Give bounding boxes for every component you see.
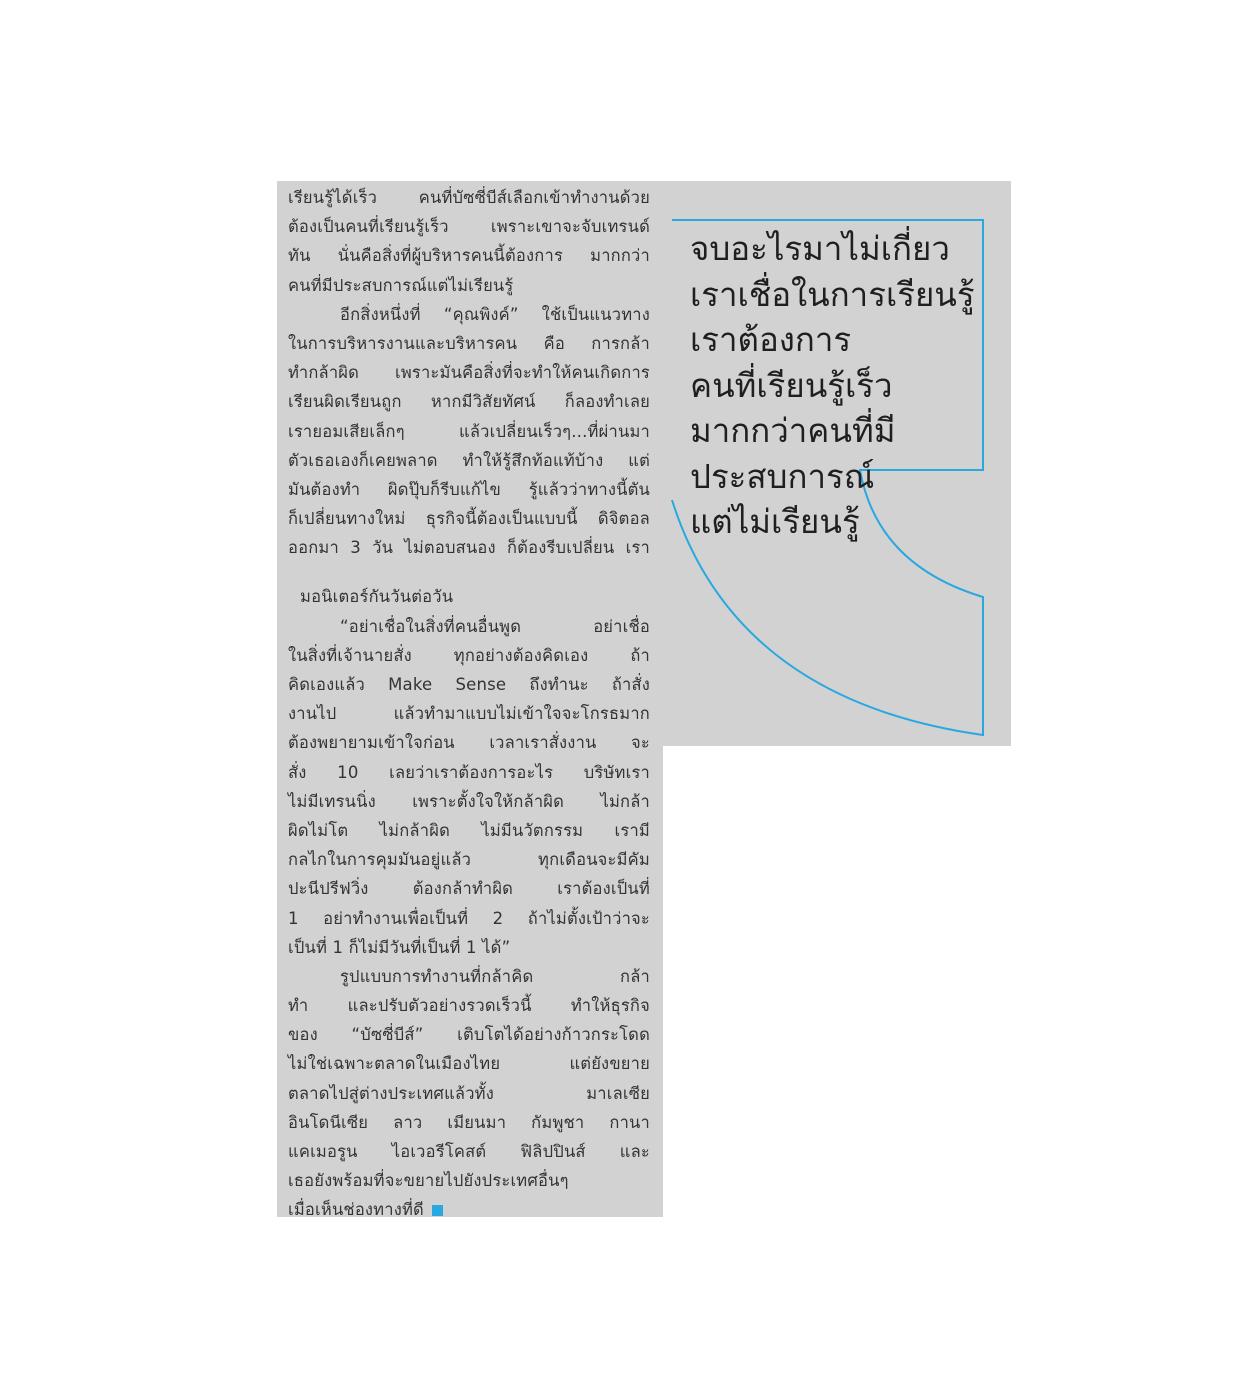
article-line: ปะนีปรีฟวิ่ง ต้องกล้าทำผิด เราต้องเป็นที่ (288, 879, 650, 899)
article-line: ในสิ่งที่เจ้านายสั่ง ทุกอย่างต้องคิดเอง ถ้า (288, 645, 650, 665)
article-line: เป็นที่ 1 ก็ไม่มีวันที่เป็นที่ 1 ได้” (288, 937, 511, 957)
article-line: ตัวเธอเองก็เคยพลาด ทำให้รู้สึกท้อแท้บ้าง แต่ (288, 450, 650, 470)
article-line: ทัน นั่นคือสิ่งที่ผู้บริหารคนนี้ต้องการ มากกว่า (288, 246, 650, 266)
article-line: ตลาดไปสู่ต่างประเทศแล้วทั้ง มาเลเซีย (288, 1083, 650, 1103)
pull-quote-line: แต่ไม่เรียนรู้ (690, 502, 860, 541)
article-line: คิดเองแล้ว Make Sense ถึงทำนะ ถ้าสั่ง (288, 675, 650, 694)
article-line: ก็เปลี่ยนทางใหม่ ธุรกิจนี้ต้องเป็นแบบนี้ ดิจิตอล (288, 509, 650, 529)
article-line: งานไป แล้วทำมาแบบไม่เข้าใจจะโกรธมาก (288, 704, 650, 724)
end-mark-icon (432, 1205, 443, 1216)
article-column (288, 183, 650, 1225)
article-line: รูปแบบการทำงานที่กล้าคิด กล้า (340, 966, 650, 986)
article-line: มันต้องทำ ผิดปุ๊บก็รีบแก้ไข รู้แล้วว่าทางนี้ตัน (288, 479, 650, 499)
article-line: ไม่มีเทรนนิ่ง เพราะตั้งใจให้กล้าผิด ไม่กล้า (288, 791, 650, 811)
article-line: ต้องเป็นคนที่เรียนรู้เร็ว เพราะเขาจะจับเทรนด์ (288, 217, 650, 237)
pull-quote-line: เราต้องการ (690, 320, 852, 359)
article-line: ออกมา 3 วัน ไม่ตอบสนอง ก็ต้องรีบเปลี่ยน เรา (288, 538, 650, 558)
pull-quote-line: คนที่เรียนรู้เร็ว (690, 365, 893, 405)
article-line: เรายอมเสียเล็กๆ แล้วเปลี่ยนเร็วๆ...ที่ผ่านมา (288, 421, 650, 441)
article-line: สั่ง 10 เลยว่าเราต้องการอะไร บริษัทเรา (288, 762, 650, 782)
article-line: อินโดนีเซีย ลาว เมียนมา กัมพูชา กานา (288, 1112, 650, 1132)
article-line: 1 อย่าทำงานเพื่อเป็นที่ 2 ถ้าไม่ตั้งเป้าว่าจะ (288, 908, 650, 928)
article-line: “อย่าเชื่อในสิ่งที่คนอื่นพูด อย่าเชื่อ (340, 616, 650, 636)
article-last-line (288, 1195, 650, 1224)
pull-quote-line: เราเชื่อในการเรียนรู้ (690, 274, 975, 314)
article-line: ทำกล้าผิด เพราะมันคือสิ่งที่จะทำให้คนเกิดการ (288, 363, 650, 383)
pull-quote-line: จบอะไรมาไม่เกี่ยว (690, 229, 950, 268)
article-line: แคเมอรูน ไอเวอรีโคสต์ ฟิลิปปินส์ และ (288, 1142, 650, 1161)
article-line: ของ “บัซซี่บีส์” เติบโตได้อย่างก้าวกระโดด (288, 1025, 650, 1045)
article-line: มอนิเตอร์กันวันต่อวัน (300, 587, 454, 607)
article-line: ทำ และปรับตัวอย่างรวดเร็วนี้ ทำให้ธุรกิจ (288, 996, 650, 1016)
article-line: เธอยังพร้อมที่จะขยายไปยังประเทศอื่นๆ (288, 1171, 569, 1191)
article-line: เรียนผิดเรียนถูก หากมีวิสัยทัศน์ ก็ลองทำเลย (288, 392, 650, 412)
article-line: กลไกในการคุมมันอยู่แล้ว ทุกเดือนจะมีคัม (288, 850, 650, 870)
article-line: เมื่อเห็นช่องทางที่ดี (288, 1200, 424, 1220)
pull-quote (690, 226, 975, 545)
article-line: ต้องพยายามเข้าใจก่อน เวลาเราสั่งงาน จะ (288, 733, 650, 753)
article-line: คนที่มีประสบการณ์แต่ไม่เรียนรู้ (288, 275, 514, 295)
pull-quote-line: ประสบการณ์ (690, 456, 875, 496)
article-line: อีกสิ่งหนึ่งที่ “คุณพิงค์” ใช้เป็นแนวทาง (340, 304, 650, 324)
article-line: ผิดไม่โต ไม่กล้าผิด ไม่มีนวัตกรรม เรามี (288, 820, 650, 840)
article-line: ในการบริหารงานและบริหารคน คือ การกล้า (288, 333, 650, 353)
pull-quote-line: มากกว่าคนที่มี (690, 411, 896, 450)
article-line: ไม่ใช่เฉพาะตลาดในเมืองไทย แต่ยังขยาย (288, 1054, 650, 1074)
article-line: เรียนรู้ได้เร็ว คนที่บัซซี่บีส์เลือกเข้าทำงานด้วย (288, 188, 650, 207)
column-gap (288, 562, 650, 582)
